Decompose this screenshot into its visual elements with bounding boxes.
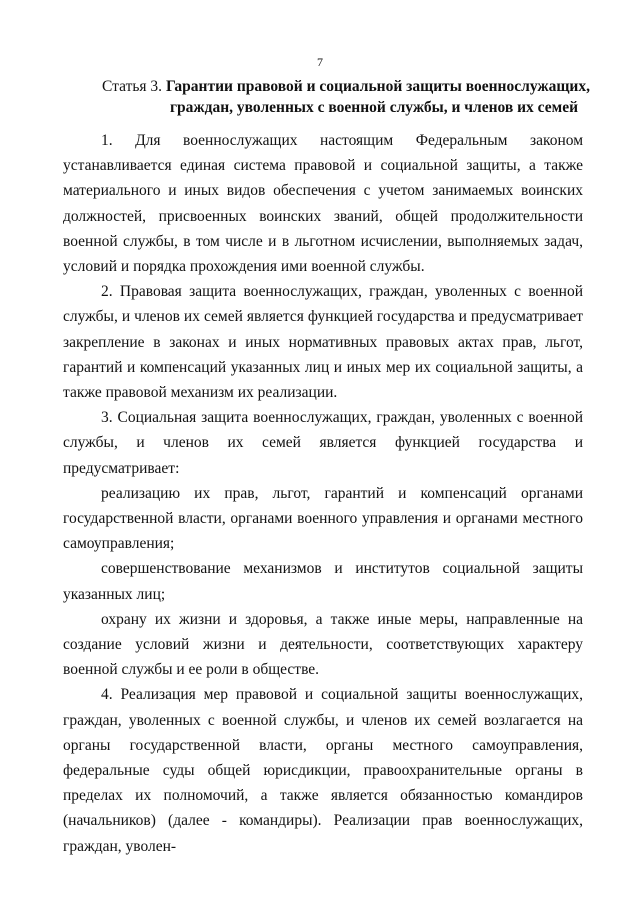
paragraph-3-item-3: охрану их жизни и здоровья, а также иные меры, направленные на создание условий жизни и деятельности, соответствующих характеру военной службы и ее роли в обществе.: [63, 610, 583, 679]
paragraph-2: 2. Правовая защита военнослужащих, граждан, уволенных с военной службы, и членов их семей является функцией государства и предусматривает закрепление в законах и иных нормативных правовых актах прав, льгот, гарантий и компенсаций указанных лиц и иных мер их социальной защиты, а также правовой механизм их реализации.: [63, 283, 583, 402]
page-number: 7: [317, 55, 323, 69]
article-heading: [102, 76, 602, 118]
paragraph-4: 4. Реализация мер правовой и социальной защиты военнослужащих, граждан, уволенных с военной службы, и членов их семей возлагается на органы государственной власти, органы местного самоуправления, федеральные суды общей юрисдикции, правоохранительные органы в пределах их полномочий, а также является обязанностью командиров (начальников) (далее - командиры). Реализации прав военнослужащих, граждан, уволен-: [63, 686, 583, 855]
article-prefix: Статья 3.: [102, 78, 166, 95]
paragraph-3: 3. Социальная защита военнослужащих, граждан, уволенных с военной службы, и членов их семей является функцией государства и предусматривает:: [63, 409, 583, 477]
paragraph-3-item-1: реализацию их прав, льгот, гарантий и компенсаций органами государственной власти, органами военного управления и органами местного самоуправления;: [63, 484, 583, 553]
article-title-line-2: граждан, уволенных с военной службы, и членов их семей: [170, 99, 579, 116]
paragraph-3-item-2: совершенствование механизмов и институтов социальной защиты указанных лиц;: [63, 560, 583, 603]
article-body: [63, 128, 583, 859]
paragraph-1: 1. Для военнослужащих настоящим Федеральным законом устанавливается единая система правовой и социальной защиты, а также материального и иных видов обеспечения с учетом занимаемых воинских должностей, присвоенных воинских званий, общей продолжительности военной службы, в том числе и в льготном исчислении, выполняемых задач, условий и порядка прохождения ими военной службы.: [63, 132, 583, 276]
article-title-line-1: Гарантии правовой и социальной защиты военнослужащих,: [165, 78, 590, 95]
